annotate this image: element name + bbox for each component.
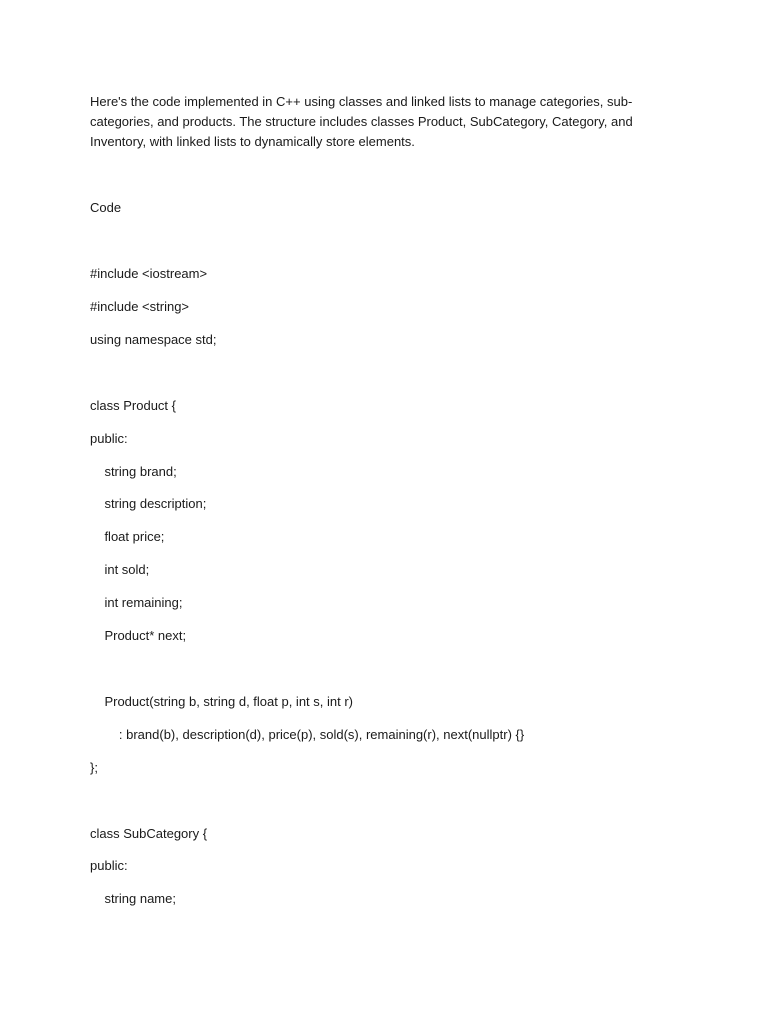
code-line: int sold; [90, 562, 150, 577]
code-line: #include <string> [90, 299, 190, 314]
code-line: string description; [90, 496, 207, 511]
code-heading: Code [90, 200, 122, 215]
code-line: #include <iostream> [90, 266, 208, 281]
code-line: string name; [90, 891, 176, 906]
code-line: using namespace std; [90, 332, 217, 347]
code-line: public: [90, 858, 128, 873]
intro-paragraph: Here's the code implemented in C++ using classes and linked lists to manage categories, sub-categories, and products. The structure includes classes Product, SubCategory, Category, and Inventory, with linked lists to dynamically store elements. [90, 94, 633, 149]
code-line: public: [90, 431, 128, 446]
code-line: Product* next; [90, 628, 187, 643]
code-line: int remaining; [90, 595, 183, 610]
code-line: string brand; [90, 464, 177, 479]
code-line: class Product { [90, 398, 176, 413]
code-line: Product(string b, string d, float p, int s, int r) [90, 694, 353, 709]
code-line: float price; [90, 529, 165, 544]
code-line: }; [90, 760, 98, 775]
code-line: class SubCategory { [90, 826, 208, 841]
code-line: : brand(b), description(d), price(p), sold(s), remaining(r), next(nullptr) {} [90, 727, 525, 742]
